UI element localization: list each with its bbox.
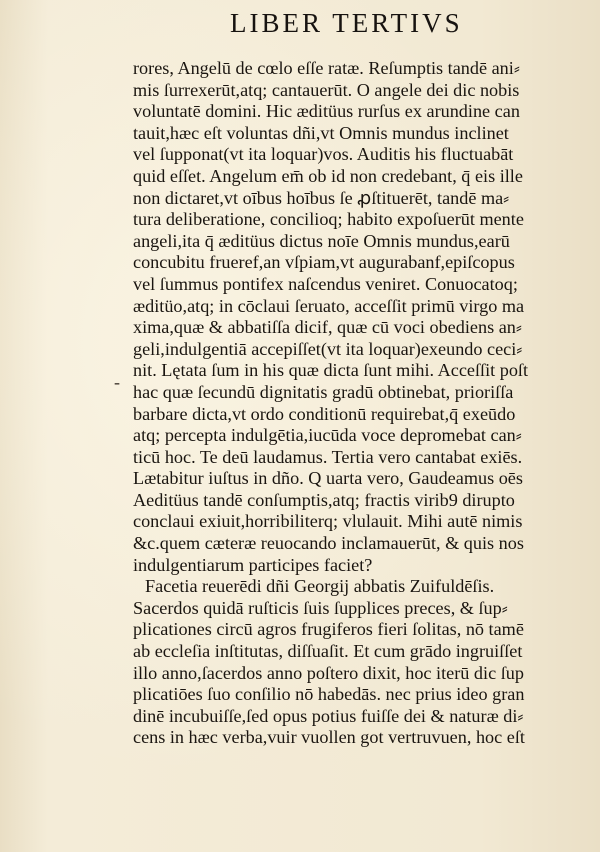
text-line: quid eſſet. Angelum em̄ ob id non credebant, q̄ eis ille — [133, 165, 523, 186]
text-line: plicatiōes ſuo conſilio nō habedās. nec prius ideo gran — [133, 684, 525, 705]
text-line: voluntatē domini. Hic æditüus rurſus ex arundine can — [133, 101, 520, 122]
text-line: tauit,hæc eſt voluntas dñi,vt Omnis mundus inclinet — [133, 122, 509, 143]
text-line: ticū hoc. Te deū laudamus. Tertia vero cantabat exiēs. — [133, 446, 523, 467]
text-line: Facetia reuerēdi dñi Georgij abbatis Zuifuldēſis. — [145, 576, 495, 597]
text-line: xima,quæ & abbatiſſa dicif, quæ cū voci obediens an⸗ — [133, 317, 522, 338]
text-line: geli,indulgentiā accepiſſet(vt ita loquar)exeundo ceci⸗ — [133, 338, 523, 359]
text-line: concubitu frueref,an vſpiam,vt augurabanf,epiſcopus — [133, 252, 515, 273]
text-line: tura deliberatione, concilioq; habito expoſuerūt mente — [133, 209, 524, 230]
text-line: nit. Lętata ſum in his quæ dicta ſunt mihi. Acceſſit poſt — [133, 360, 529, 381]
text-line: barbare dicta,vt ordo conditionū requirebat,q̄ exeūdo — [133, 403, 516, 424]
running-header: LIBER TERTIVS — [230, 8, 463, 38]
text-line: rores, Angelū de cœlo eſſe ratæ. Reſumptis tandē ani⸗ — [133, 58, 520, 78]
text-line: conclaui exiuit,horribiliterq; vlulauit. Mihi autē nimis — [133, 511, 523, 532]
text-line: angeli,ita q̄ æditüus dictus noīe Omnis mundus,earū — [133, 230, 510, 251]
text-line: illo anno,ſacerdos anno poſtero dixit, hoc iterū dic ſup — [133, 662, 524, 683]
margin-mark: - — [114, 372, 120, 392]
text-line: cens in hæc verba,vuir vuollen got vertruvuen, hoc eſt — [133, 727, 525, 748]
text-line: Sacerdos quidā ruſticis ſuis ſupplices preces, & ſup⸗ — [133, 597, 508, 618]
text-line: vel ſummus pontifex naſcendus veniret. Conuocatoq; — [133, 273, 518, 294]
text-line: atq; percepta indulgētia,iucūda voce depromebat can⸗ — [133, 425, 522, 446]
text-line: Lætabitur iuſtus in dño. Q uarta vero, Gaudeamus oēs — [133, 468, 523, 489]
body-text-block — [133, 58, 585, 749]
text-line: plicationes circū agros frugiferos fieri ſolitas, nō tamē — [133, 619, 524, 640]
text-line: ab eccleſia inſtitutas, diſſuaſit. Et cum grādo ingruiſſet — [133, 641, 523, 662]
text-line: indulgentiarum participes faciet? — [133, 554, 373, 575]
text-line: &c.quem cæteræ reuocando inclamauerūt, & quis nos — [133, 533, 524, 554]
text-line: non dictaret,vt oībus hoībus ſe ꝓſtituerēt, tandē ma⸗ — [133, 187, 510, 208]
text-line: æditüo,atq; in cōclaui ſeruato, acceſſit primū virgo ma — [133, 295, 525, 316]
text-line: Aeditüus tandē conſumptis,atq; fractis virib9 dirupto — [133, 489, 515, 510]
text-line: hac quæ ſecundū dignitatis gradū obtinebat, prioriſſa — [133, 381, 514, 402]
text-line: dinē incubuiſſe,ſed opus potius fuiſſe dei & naturæ di⸗ — [133, 705, 524, 726]
text-line: vel ſupponat(vt ita loquar)vos. Auditis his fluctuabāt — [133, 144, 514, 165]
text-line: mis ſurrexerūt,atq; cantauerūt. O angele dei dic nobis — [133, 79, 520, 100]
